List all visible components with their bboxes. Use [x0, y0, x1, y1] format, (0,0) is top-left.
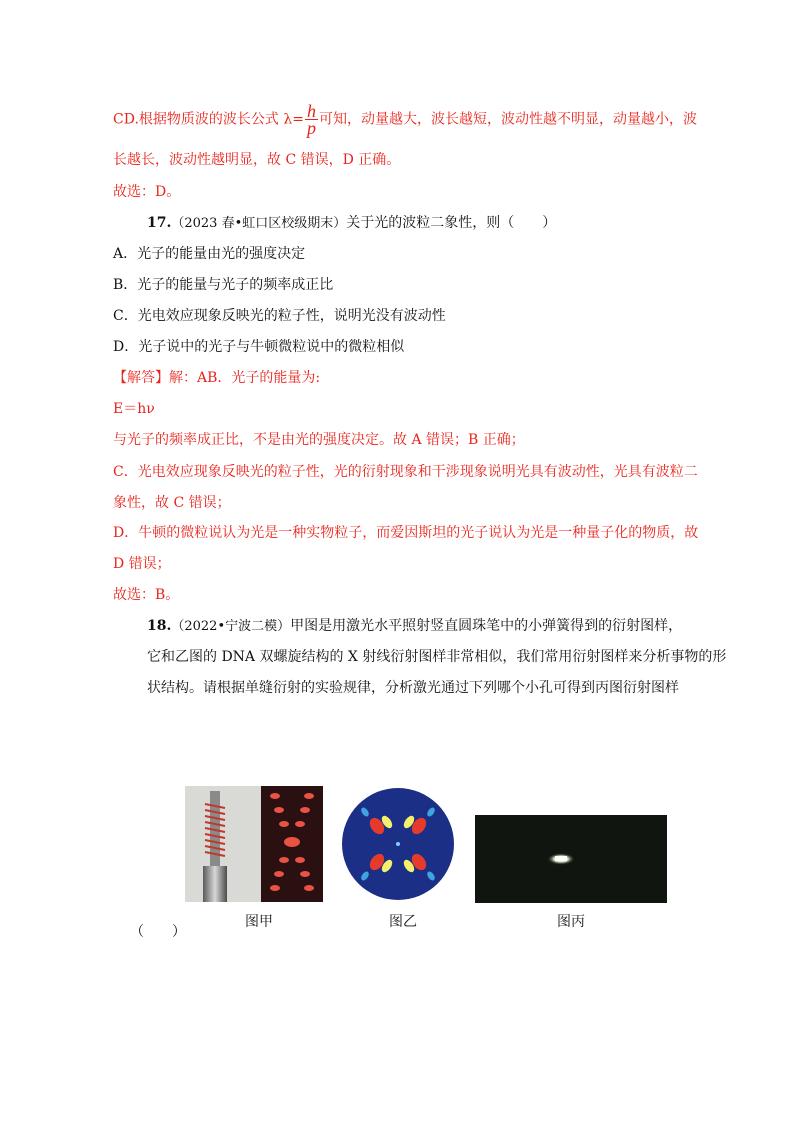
q18-answer-blank: （ ） [130, 924, 186, 940]
q18-stem-line1 [147, 616, 682, 637]
spring-diffraction-image [185, 786, 323, 902]
laser-hole-diffraction-image [475, 815, 667, 903]
answer16-cd-prefix: CD.根据物质波的波长公式 λ= [113, 111, 304, 128]
caption-jia: 图甲 [245, 914, 273, 930]
wavelength-formula [305, 103, 318, 136]
q17-source: （2023 春•虹口区校级期末） [171, 216, 347, 231]
q18-stem-line3: 状结构。请根据单缝衍射的实验规律，分析激光通过下列哪个小孔可得到丙图衍射图样 [147, 680, 679, 696]
formula-numerator: h [306, 101, 316, 121]
answer-tag: 【解答】 [113, 370, 169, 386]
q17-stem: 关于光的波粒二象性，则（ ） [346, 215, 557, 231]
q17-option-a: A．光子的能量由光的强度决定 [113, 246, 306, 262]
q18-stem-line2: 它和乙图的 DNA 双螺旋结构的 X 射线衍射图样非常相似，我们常用衍射图样来分析事物的形 [147, 649, 727, 665]
q17-formula: E＝hν [113, 401, 155, 417]
formula-denominator: p [306, 118, 316, 138]
q17-answer-head [113, 368, 320, 388]
answer-head-text: 解：AB．光子的能量为: [169, 370, 321, 386]
q18-stem-1: 甲图是用激光水平照射竖直圆珠笔中的小弹簧得到的衍射图样， [290, 618, 683, 634]
q17-answer-d-line1: D．牛顿的微粒说认为光是一种实物粒子，而爱因斯坦的光子说认为光是一种量子化的物质，故 [113, 525, 699, 541]
answer16-cd-line2: 长越长，波动性越明显，故 C 错误，D 正确。 [113, 152, 401, 168]
q17-option-b: B．光子的能量与光子的频率成正比 [113, 277, 334, 293]
q17-answer-c-line1: C．光电效应现象反映光的粒子性，光的衍射现象和干涉现象说明光具有波动性，光具有波粒二 [113, 464, 698, 480]
q18-number: 18. [147, 618, 172, 634]
figure-jia [185, 786, 323, 902]
q17-answer-d-line2: D 错误； [113, 556, 171, 572]
q17-number: 17. [147, 215, 172, 231]
q17-choose: 故选：B。 [113, 587, 180, 603]
dna-xray-diffraction-image [339, 786, 457, 902]
figure-yi [339, 786, 457, 902]
answer16-cd-line1 [113, 103, 697, 136]
q17-answer-ab: 与光子的频率成正比，不是由光的强度决定。故 A 错误；B 正确； [113, 432, 525, 448]
answer16-cd-suffix: 可知，动量越大，波长越短，波动性越不明显，动量越小，波 [318, 111, 697, 128]
q18-source: （2022•宁波二模） [171, 619, 291, 634]
answer16-choose: 故选：D。 [113, 184, 181, 200]
caption-yi: 图乙 [389, 914, 417, 930]
q17-option-d: D．光子说中的光子与牛顿微粒说中的微粒相似 [113, 339, 405, 355]
q17-option-c: C．光电效应现象反映光的粒子性，说明光没有波动性 [113, 308, 446, 324]
figure-bing [475, 815, 667, 903]
q17-answer-c-line2: 象性，故 C 错误； [113, 495, 231, 511]
caption-bing: 图丙 [557, 914, 585, 930]
q17-stem-line [147, 213, 556, 234]
